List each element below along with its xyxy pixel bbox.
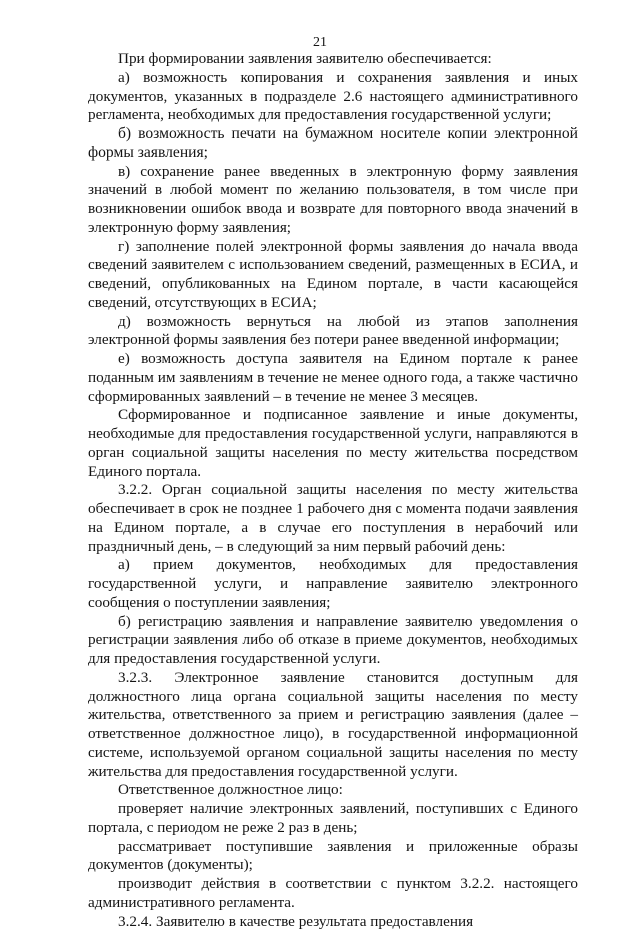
document-body [88,50,578,931]
paragraph-item-a: а) возможность копирования и сохранения заявления и иных документов, указанных в подразделе 2.6 настоящего административного регламента, необходимых для предоставления государственной услуги; [88,69,578,125]
paragraph-reviews: рассматривает поступившие заявления и приложенные образы документов (документы); [88,838,578,876]
paragraph-item-e: е) возможность доступа заявителя на Едином портале к ранее поданным им заявлениям в течение не менее одного года, а также частично сформированных заявлений – в течение не менее 3 месяцев. [88,350,578,406]
paragraph-intro: При формировании заявления заявителю обеспечивается: [88,50,578,69]
paragraph-item-g: г) заполнение полей электронной формы заявления до начала ввода сведений заявителем с использованием сведений, размещенных в ЕСИА, и сведений, опубликованных на Едином портале, в части касающейся сведений, отсутствующих в ЕСИА; [88,238,578,313]
paragraph-3-2-4: 3.2.4. Заявителю в качестве результата предоставления [88,913,578,931]
paragraph-responsible-official: Ответственное должностное лицо: [88,781,578,800]
page-number: 21 [0,35,640,51]
paragraph-item-b: б) возможность печати на бумажном носителе копии электронной формы заявления; [88,125,578,163]
paragraph-item-d: д) возможность вернуться на любой из этапов заполнения электронной формы заявления без потери ранее введенной информации; [88,313,578,351]
paragraph-item-v: в) сохранение ранее введенных в электронную форму заявления значений в любой момент по желанию пользователя, в том числе при возникновении ошибок ввода и возврате для повторного ввода значений в электронную форму заявления; [88,163,578,238]
paragraph-checks: проверяет наличие электронных заявлений, поступивших с Единого портала, с периодом не реже 2 раз в день; [88,800,578,838]
paragraph-submission: Сформированное и подписанное заявление и иные документы, необходимые для предоставления государственной услуги, направляются в орган социальной защиты населения по месту жительства посредством Единого портала. [88,406,578,481]
paragraph-3-2-2: 3.2.2. Орган социальной защиты населения по месту жительства обеспечивает в срок не позднее 1 рабочего дня с момента подачи заявления на Едином портале, а в случае его поступления в нерабочий или праздничный день, – в следующий за ним первый рабочий день: [88,481,578,556]
paragraph-actions: производит действия в соответствии с пунктом 3.2.2. настоящего административного регламента. [88,875,578,913]
paragraph-3-2-2-b: б) регистрацию заявления и направление заявителю уведомления о регистрации заявления либо об отказе в приеме документов, необходимых для предоставления государственной услуги. [88,613,578,669]
paragraph-3-2-2-a: а) прием документов, необходимых для предоставления государственной услуги, и направление заявителю электронного сообщения о поступлении заявления; [88,556,578,612]
paragraph-3-2-3: 3.2.3. Электронное заявление становится доступным для должностного лица органа социальной защиты населения по месту жительства, ответственного за прием и регистрацию заявления (далее – ответственное должностное лицо), в государственной информационной системе, используемой органом социальной защиты населения по месту жительства для предоставления государственной услуги. [88,669,578,782]
